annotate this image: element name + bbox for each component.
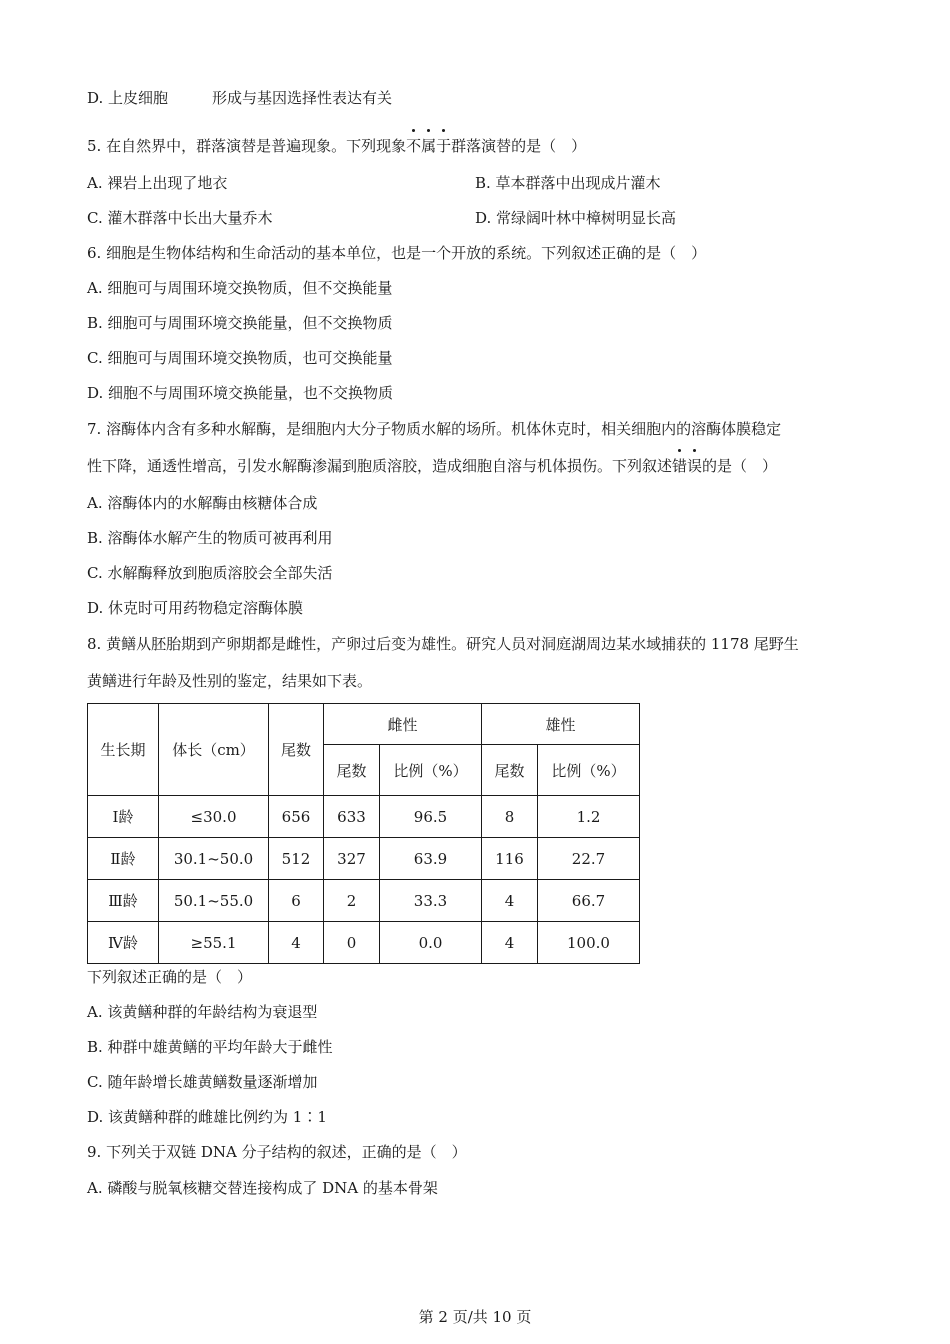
emphasis-char: 错 <box>672 457 688 475</box>
q9-option-a: A. 磷酸与脱氧核糖交替连接构成了 DNA 的基本骨架 <box>87 1179 438 1197</box>
emphasis-char: 不 <box>406 137 422 155</box>
q4-option-d <box>87 88 392 108</box>
q8-option-d: D. 该黄鳝种群的雌雄比例约为 1∶1 <box>87 1108 327 1126</box>
q9-stem: 9. 下列关于双链 DNA 分子结构的叙述，正确的是（ ） <box>87 1143 467 1161</box>
q7-option-a: A. 溶酶体内的水解酶由核糖体合成 <box>87 494 318 512</box>
q8-stem-line2: 黄鳝进行年龄及性别的鉴定，结果如下表。 <box>87 672 373 690</box>
q7-option-b: B. 溶酶体水解产生的物质可被再利用 <box>87 529 333 547</box>
q6-option-d: D. 细胞不与周围环境交换能量，也不交换物质 <box>87 384 394 402</box>
emphasis-char: 属 <box>421 137 437 155</box>
q6-option-c: C. 细胞可与周围环境交换物质，也可交换能量 <box>87 349 393 367</box>
table-row: Ⅳ龄 ≥55.1 4 0 0.0 4 100.0 <box>88 922 640 964</box>
header-male-count: 尾数 <box>482 745 538 796</box>
table-row: Ⅲ龄 50.1~55.0 6 2 33.3 4 66.7 <box>88 880 640 922</box>
q4-option-d-b: 形成与基因选择性表达有关 <box>212 89 393 107</box>
header-female-ratio: 比例（%） <box>380 745 482 796</box>
q8-question: 下列叙述正确的是（ ） <box>87 968 253 986</box>
q7-stem-line2: 性下降，通透性增高，引发水解酶渗漏到胞质溶胶，造成细胞自溶与机体损伤。下列叙述错误的是（ ） <box>87 457 778 475</box>
q8-option-b: B. 种群中雄黄鳝的平均年龄大于雌性 <box>87 1038 333 1056</box>
q5-option-d: D. 常绿阔叶林中樟树明显长高 <box>475 209 677 227</box>
q7-option-d: D. 休克时可用药物稳定溶酶体膜 <box>87 599 304 617</box>
emphasis-char: 于 <box>436 137 452 155</box>
header-male-ratio: 比例（%） <box>538 745 640 796</box>
table-header-row <box>88 704 640 745</box>
q5-option-b: B. 草本群落中出现成片灌木 <box>475 174 661 192</box>
q6-stem: 6. 细胞是生物体结构和生命活动的基本单位，也是一个开放的系统。下列叙述正确的是（ ） <box>87 244 707 262</box>
header-count: 尾数 <box>269 704 324 796</box>
header-female: 雌性 <box>324 704 482 745</box>
header-length: 体长（cm） <box>159 704 269 796</box>
q7-stem-line1: 7. 溶酶体内含有多种水解酶，是细胞内大分子物质水解的场所。机体休克时，相关细胞内的溶酶体膜稳定 <box>87 420 782 438</box>
q6-option-a: A. 细胞可与周围环境交换物质，但不交换能量 <box>87 279 393 297</box>
table-row: Ⅱ龄 30.1~50.0 512 327 63.9 116 22.7 <box>88 838 640 880</box>
header-female-count: 尾数 <box>324 745 380 796</box>
q5-stem: 5. 在自然界中，群落演替是普遍现象。下列现象不属于群落演替的是（ ） <box>87 137 587 155</box>
q4-option-d-a: D. 上皮细胞 <box>87 89 169 107</box>
q8-option-a: A. 该黄鳝种群的年龄结构为衰退型 <box>87 1003 318 1021</box>
emphasis-char: 误 <box>687 457 703 475</box>
table-row: Ⅰ龄 ≤30.0 656 633 96.5 8 1.2 <box>88 796 640 838</box>
q8-option-c: C. 随年龄增长雄黄鳝数量逐渐增加 <box>87 1073 318 1091</box>
q6-option-b: B. 细胞可与周围环境交换能量，但不交换物质 <box>87 314 393 332</box>
q7-option-c: C. 水解酶释放到胞质溶胶会全部失活 <box>87 564 333 582</box>
header-male: 雄性 <box>482 704 640 745</box>
header-stage: 生长期 <box>88 704 159 796</box>
eel-age-sex-table <box>87 703 640 964</box>
page-footer: 第 2 页/共 10 页 <box>418 1308 532 1326</box>
q5-option-a: A. 裸岩上出现了地衣 <box>87 174 228 192</box>
q5-option-c: C. 灌木群落中长出大量乔木 <box>87 209 273 227</box>
q8-stem-line1: 8. 黄鳝从胚胎期到产卵期都是雌性，产卵过后变为雄性。研究人员对洞庭湖周边某水域捕获的 1178 尾野生 <box>87 635 799 653</box>
